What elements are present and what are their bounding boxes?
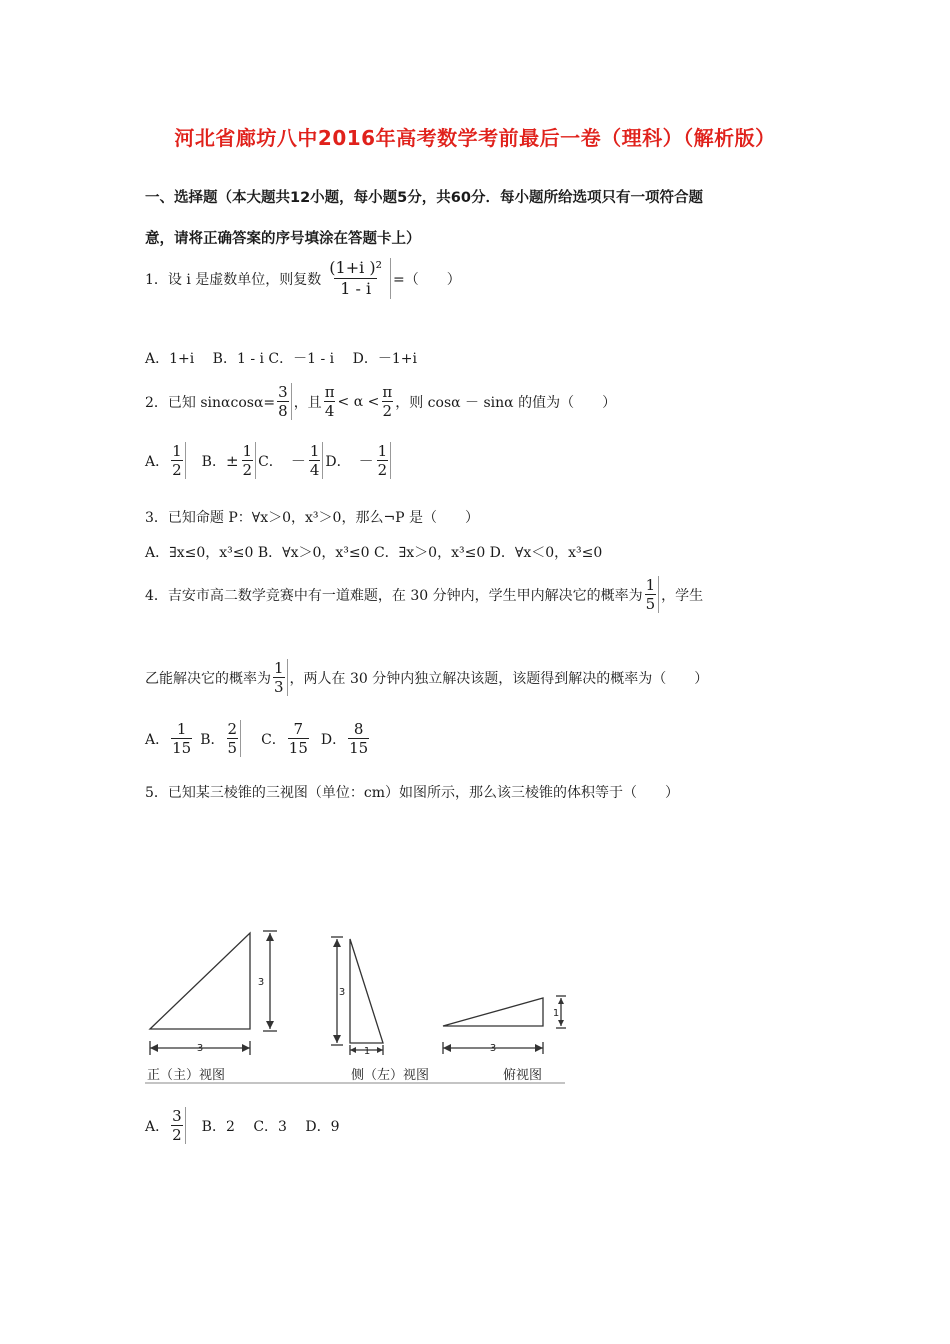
q2-b-den: 2 (242, 461, 253, 479)
q1-options: A．1+i B．1 - i C．－1 - i D．－1+i (145, 351, 417, 367)
q4-a-den: 15 (172, 739, 192, 757)
q2-fraction-2 (324, 383, 336, 420)
q4-option-b-frac (227, 720, 242, 757)
q2-text-4: ，则 cosα － sinα 的值为（ ） (395, 394, 617, 411)
q4-option-d-frac (348, 720, 369, 757)
front-view-caption: 正（主）视图 (147, 1068, 226, 1083)
three-view-figure (145, 925, 567, 1085)
question-4-line2 (145, 659, 708, 696)
section-heading-line1: 一、选择题（本大题共12小题，每小题5分，共60分．每小题所给选项只有一项符合题 (145, 190, 703, 206)
front-width-label: 3 (196, 1043, 204, 1054)
top-height-label: 1 (552, 1008, 560, 1019)
q4-option-c: C． (261, 731, 286, 748)
side-height-label: 3 (338, 987, 346, 998)
q2-c-den: 4 (309, 461, 320, 479)
question-3: 3．已知命题 P：∀x＞0，x³＞0，那么¬P 是（ ） (145, 510, 480, 526)
q5-a-num: 3 (172, 1107, 182, 1125)
q2-option-b: B． (201, 453, 226, 470)
q4-fraction-2 (273, 659, 288, 696)
q4-option-b: B． (200, 731, 225, 748)
q2-a-num: 1 (172, 442, 182, 460)
q1-prefix: 1．设 i 是虚数单位，则复数 (145, 271, 322, 288)
question-2 (145, 383, 616, 420)
q4-d-num: 8 (353, 720, 364, 738)
side-width-label: 1 (363, 1046, 371, 1057)
q2-option-c: C． (258, 453, 283, 470)
q4-text-3: 乙能解决它的概率为 (145, 670, 271, 687)
q2-option-d: D． (325, 453, 351, 470)
q2-d-den: 2 (377, 461, 388, 479)
q2-text-1: 2．已知 sinαcosα= (145, 394, 276, 411)
q5-options (145, 1107, 340, 1144)
q4-f1-num: 1 (645, 576, 656, 594)
q4-b-den: 5 (227, 739, 238, 757)
q5-option-a-frac (171, 1107, 186, 1144)
q5-options-rest: B．2 C．3 D．9 (201, 1118, 340, 1135)
q4-c-num: 7 (293, 720, 304, 738)
q2-text-3: < α < (337, 393, 380, 410)
q2-b-sign: ± (225, 451, 239, 470)
q4-option-d: D． (320, 731, 347, 748)
q2-f1-num: 3 (278, 383, 288, 401)
q1-frac-numerator: (1+i )² (329, 258, 382, 277)
q2-c-num: 1 (309, 442, 320, 460)
q4-text-4: ，两人在 30 分钟内独立解决该题，该题得到解决的概率为（ ） (289, 670, 709, 687)
side-view-caption: 侧（左）视图 (351, 1068, 430, 1083)
q4-options (145, 720, 371, 757)
q4-option-a-frac (171, 720, 192, 757)
q1-fraction (323, 258, 391, 299)
q4-c-den: 15 (288, 739, 308, 757)
q2-option-d-frac (377, 442, 392, 479)
side-view-triangle (350, 939, 383, 1043)
q4-text-1: 4．吉安市高二数学竞赛中有一道难题，在 30 分钟内，学生甲内解决它的概率为 (145, 587, 643, 604)
q2-b-num: 1 (242, 442, 253, 460)
top-view-caption: 俯视图 (503, 1068, 543, 1083)
q4-f2-den: 3 (274, 678, 284, 696)
q5-a-den: 2 (172, 1126, 182, 1144)
q2-f1-den: 8 (278, 402, 288, 420)
question-4-line1 (145, 576, 703, 613)
q2-f2-den: 4 (324, 402, 335, 420)
q4-a-num: 1 (176, 720, 187, 738)
q1-frac-denominator: 1 - i (334, 278, 377, 299)
q4-f1-den: 5 (645, 595, 656, 613)
q2-a-den: 2 (172, 461, 182, 479)
q4-option-a: A． (145, 731, 170, 748)
q2-f2-num: π (324, 383, 335, 401)
top-width-label: 3 (489, 1043, 497, 1054)
q3-options: A．∃x≤0，x³≤0 B．∀x＞0，x³≤0 C．∃x＞0，x³≤0 D．∀x＜0，x³≤0 (145, 545, 603, 561)
section-heading-line2: 意，请将正确答案的序号填涂在答题卡上） (145, 231, 421, 247)
q4-fraction-1 (645, 576, 660, 613)
q1-suffix: =（ ） (392, 271, 461, 288)
q2-option-c-frac (309, 442, 324, 479)
q2-c-sign: － (290, 452, 306, 470)
question-5: 5．已知某三棱锥的三视图（单位：cm）如图所示，那么该三棱锥的体积等于（ ） (145, 785, 680, 801)
q4-text-2: ，学生 (661, 587, 704, 604)
q2-option-b-frac (242, 442, 257, 479)
q4-b-num: 2 (227, 720, 238, 738)
q2-d-sign: － (358, 452, 374, 470)
page-title: 河北省廊坊八中2016年高考数学考前最后一卷（理科）（解析版） (174, 126, 776, 150)
q2-d-num: 1 (377, 442, 388, 460)
q2-text-2: ，且 (293, 394, 322, 411)
q2-f3-num: π (382, 383, 393, 401)
q4-d-den: 15 (349, 739, 369, 757)
q2-options (145, 442, 393, 479)
q4-f2-num: 1 (274, 659, 284, 677)
q4-option-c-frac (288, 720, 309, 757)
front-view-triangle (150, 933, 250, 1029)
front-height-label: 3 (257, 977, 265, 988)
q5-option-a: A． (145, 1118, 170, 1135)
question-1 (145, 258, 461, 299)
q2-option-a-frac (171, 442, 186, 479)
q2-option-a: A． (145, 453, 170, 470)
q2-fraction-3 (381, 383, 393, 420)
q2-fraction-1 (277, 383, 292, 420)
q2-f3-den: 2 (382, 402, 393, 420)
top-view-triangle (443, 998, 543, 1026)
